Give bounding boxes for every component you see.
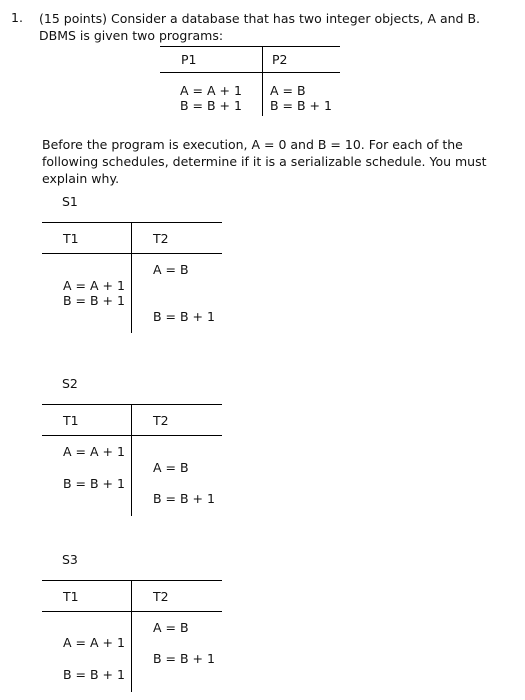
t1-op: B = B + 1	[63, 667, 125, 682]
t2-op: A = B	[153, 262, 189, 277]
t1-header: T1	[63, 413, 79, 428]
schedule-header-rule	[42, 435, 222, 436]
t2-op: A = B	[153, 460, 189, 475]
schedule-top-rule	[42, 222, 222, 223]
t2-header: T2	[153, 413, 169, 428]
t1-op: B = B + 1	[63, 476, 125, 491]
p2-line: A = B	[270, 83, 306, 98]
schedule-divider	[131, 580, 132, 692]
schedule-title: S1	[62, 194, 78, 209]
t1-op: A = A + 1	[63, 278, 125, 293]
question-text: (15 points) Consider a database that has two integer objects, A and B. DBMS is given two programs:	[39, 11, 481, 43]
question-number: 1.	[11, 10, 23, 25]
schedule-header-rule	[42, 611, 222, 612]
p1-line: A = A + 1	[180, 83, 242, 98]
p1-header: P1	[181, 52, 197, 67]
programs-divider	[262, 46, 263, 116]
p2-header: P2	[272, 52, 288, 67]
programs-top-rule	[160, 46, 340, 47]
p1-line: B = B + 1	[180, 98, 242, 113]
schedule-divider	[131, 222, 132, 333]
schedule-header-rule	[42, 253, 222, 254]
schedule-title: S2	[62, 376, 78, 391]
t2-op: B = B + 1	[153, 491, 215, 506]
schedule-top-rule	[42, 580, 222, 581]
t1-header: T1	[63, 589, 79, 604]
programs-header-rule	[160, 72, 340, 73]
t1-op: A = A + 1	[63, 635, 125, 650]
t2-op: A = B	[153, 620, 189, 635]
t2-op: B = B + 1	[153, 651, 215, 666]
p2-line: B = B + 1	[270, 98, 332, 113]
schedule-divider	[131, 404, 132, 516]
t1-op: B = B + 1	[63, 293, 125, 308]
t2-header: T2	[153, 231, 169, 246]
t2-header: T2	[153, 589, 169, 604]
t1-op: A = A + 1	[63, 444, 125, 459]
instructions-paragraph: Before the program is execution, A = 0 and B = 10. For each of the following schedules, determine if it is a serializable schedule. You must explain why.	[42, 137, 487, 186]
schedule-title: S3	[62, 552, 78, 567]
schedule-top-rule	[42, 404, 222, 405]
t1-header: T1	[63, 231, 79, 246]
t2-op: B = B + 1	[153, 309, 215, 324]
